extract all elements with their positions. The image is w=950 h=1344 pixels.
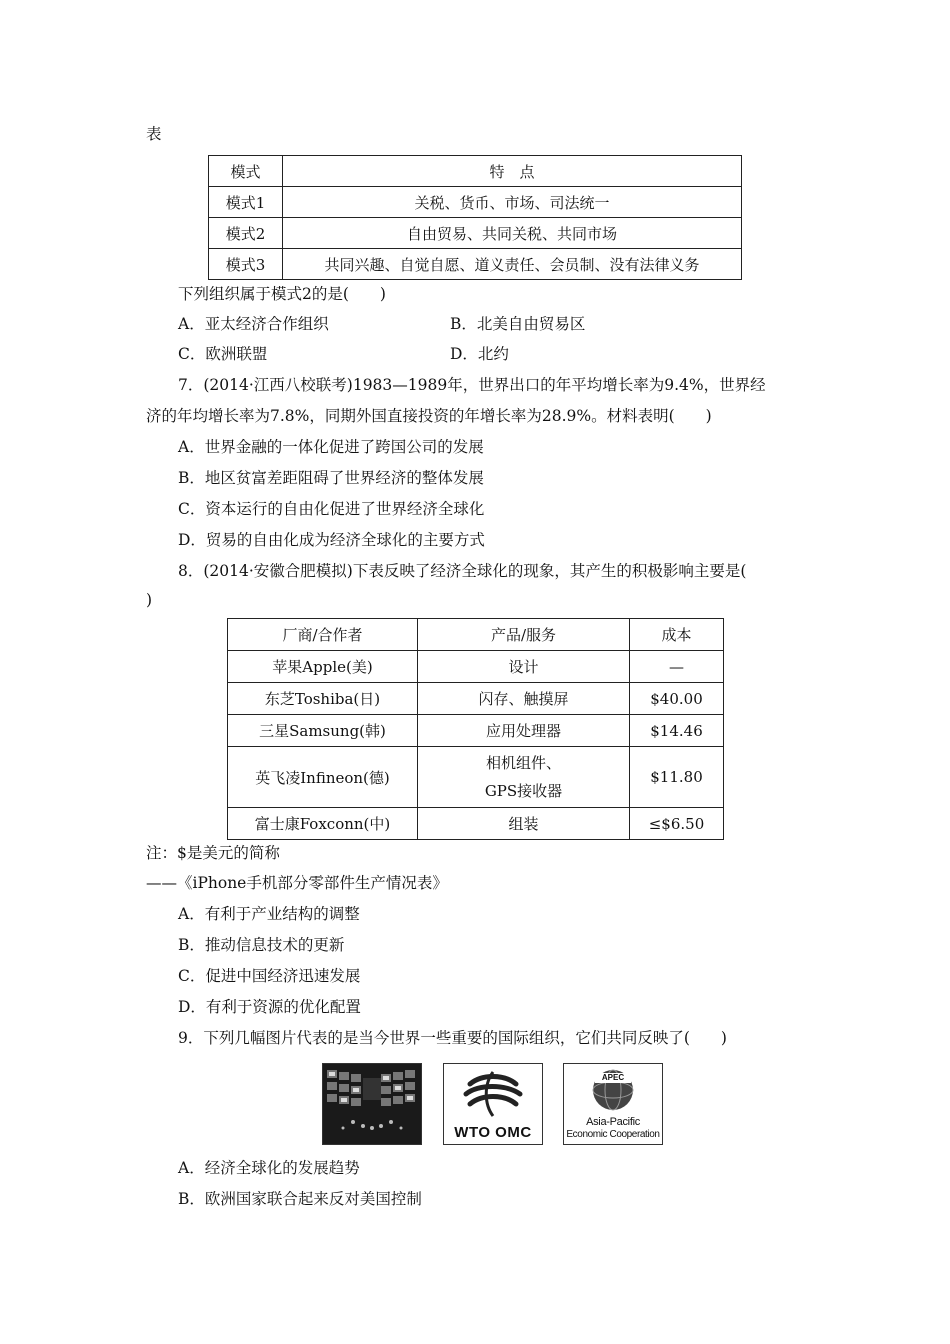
- option-b: B．北美自由贸易区: [450, 315, 586, 333]
- table-cell: 三星Samsung(韩): [228, 715, 418, 747]
- table-header-row: [228, 619, 724, 651]
- table-cell: $11.80: [630, 747, 724, 808]
- option-c: C．资本运行的自由化促进了世界经济全球化: [178, 500, 485, 518]
- option-d: D．北约: [450, 345, 509, 363]
- iphone-parts-table: [227, 618, 724, 840]
- option-d: D．贸易的自由化成为经济全球化的主要方式: [178, 531, 485, 549]
- question-8-stem-line2: ): [146, 591, 153, 609]
- option-b: B．推动信息技术的更新: [178, 936, 345, 954]
- table-cell: 设计: [418, 651, 630, 683]
- mode-table: [208, 155, 742, 280]
- question-7-stem-line1: 7．(2014·江西八校联考)1983—1989年，世界出口的年平均增长率为9.4%，世界经: [178, 376, 766, 394]
- table-row: [228, 715, 724, 747]
- globe-icon: [564, 1064, 662, 1114]
- table-cell: 模式2: [209, 218, 283, 249]
- option-c: C．欧洲联盟: [178, 345, 268, 363]
- table-header-cell: 厂商/合作者: [228, 619, 418, 651]
- apec-logo-image: [563, 1063, 663, 1145]
- cell-line: 相机组件、: [485, 754, 561, 772]
- option-d: D．有利于资源的优化配置: [178, 998, 361, 1016]
- table-cell: $40.00: [630, 683, 724, 715]
- table-row: [228, 683, 724, 715]
- question-9-stem: 9．下列几幅图片代表的是当今世界一些重要的国际组织，它们共同反映了( ): [178, 1029, 727, 1047]
- flag-wall-icon: [323, 1064, 421, 1144]
- table-row: [209, 187, 742, 218]
- table-source: ——《iPhone手机部分零部件生产情况表》: [146, 874, 448, 892]
- table-cell: 应用处理器: [418, 715, 630, 747]
- table-cell: 模式1: [209, 187, 283, 218]
- table-cell: $14.46: [630, 715, 724, 747]
- table-cell: ≤$6.50: [630, 808, 724, 840]
- table-header-row: [209, 156, 742, 187]
- table-cell: 闪存、触摸屏: [418, 683, 630, 715]
- wto-caption: WTO OMC: [454, 1124, 532, 1141]
- option-c: C．促进中国经济迅速发展: [178, 967, 361, 985]
- apec-badge: APEC: [601, 1073, 625, 1082]
- table-cell: 共同兴趣、自觉自愿、道义责任、会员制、没有法律义务: [283, 249, 742, 280]
- cell-line: GPS接收器: [484, 782, 563, 800]
- table-row: [228, 651, 724, 683]
- table-cell: 英飞凌Infineon(德): [228, 747, 418, 808]
- question-6-stem: 下列组织属于模式2的是( ): [178, 285, 386, 303]
- table-cell: —: [630, 651, 724, 683]
- table-header-cell: 特 点: [283, 156, 742, 187]
- option-a: A．亚太经济合作组织: [178, 315, 329, 333]
- question-8-stem-line1: 8．(2014·安徽合肥模拟)下表反映了经济全球化的现象，其产生的积极影响主要是(: [178, 562, 747, 580]
- option-a: A．有利于产业结构的调整: [178, 905, 360, 923]
- table-cell: 自由贸易、共同关税、共同市场: [283, 218, 742, 249]
- table-header-cell: 产品/服务: [418, 619, 630, 651]
- intro-text: 表: [146, 125, 162, 143]
- table-note: 注：$是美元的简称: [146, 844, 280, 862]
- table-header-cell: 模式: [209, 156, 283, 187]
- table-cell: 关税、货币、市场、司法统一: [283, 187, 742, 218]
- apec-caption-line1: Asia-Pacific: [586, 1116, 640, 1128]
- table-row: [209, 218, 742, 249]
- option-b: B．欧洲国家联合起来反对美国控制: [178, 1190, 422, 1208]
- wto-logo-image: [443, 1063, 543, 1145]
- table-cell: 东芝Toshiba(日): [228, 683, 418, 715]
- table-cell: 模式3: [209, 249, 283, 280]
- table-cell: 富士康Foxconn(中): [228, 808, 418, 840]
- eu-flags-image: [322, 1063, 422, 1145]
- table-row: [228, 808, 724, 840]
- option-a: A．经济全球化的发展趋势: [178, 1159, 360, 1177]
- wto-logo-icon: [444, 1064, 542, 1122]
- option-b: B．地区贫富差距阻碍了世界经济的整体发展: [178, 469, 484, 487]
- table-header-cell: 成本: [630, 619, 724, 651]
- table-cell: 组装: [418, 808, 630, 840]
- table-cell: [418, 747, 630, 808]
- table-row: [228, 747, 724, 808]
- option-a: A．世界金融的一体化促进了跨国公司的发展: [178, 438, 484, 456]
- table-cell: 苹果Apple(美): [228, 651, 418, 683]
- table-row: [209, 249, 742, 280]
- question-7-stem-line2: 济的年均增长率为7.8%，同期外国直接投资的年增长率为28.9%。材料表明( ): [146, 407, 712, 425]
- apec-caption-line2: Economic Cooperation: [566, 1129, 660, 1140]
